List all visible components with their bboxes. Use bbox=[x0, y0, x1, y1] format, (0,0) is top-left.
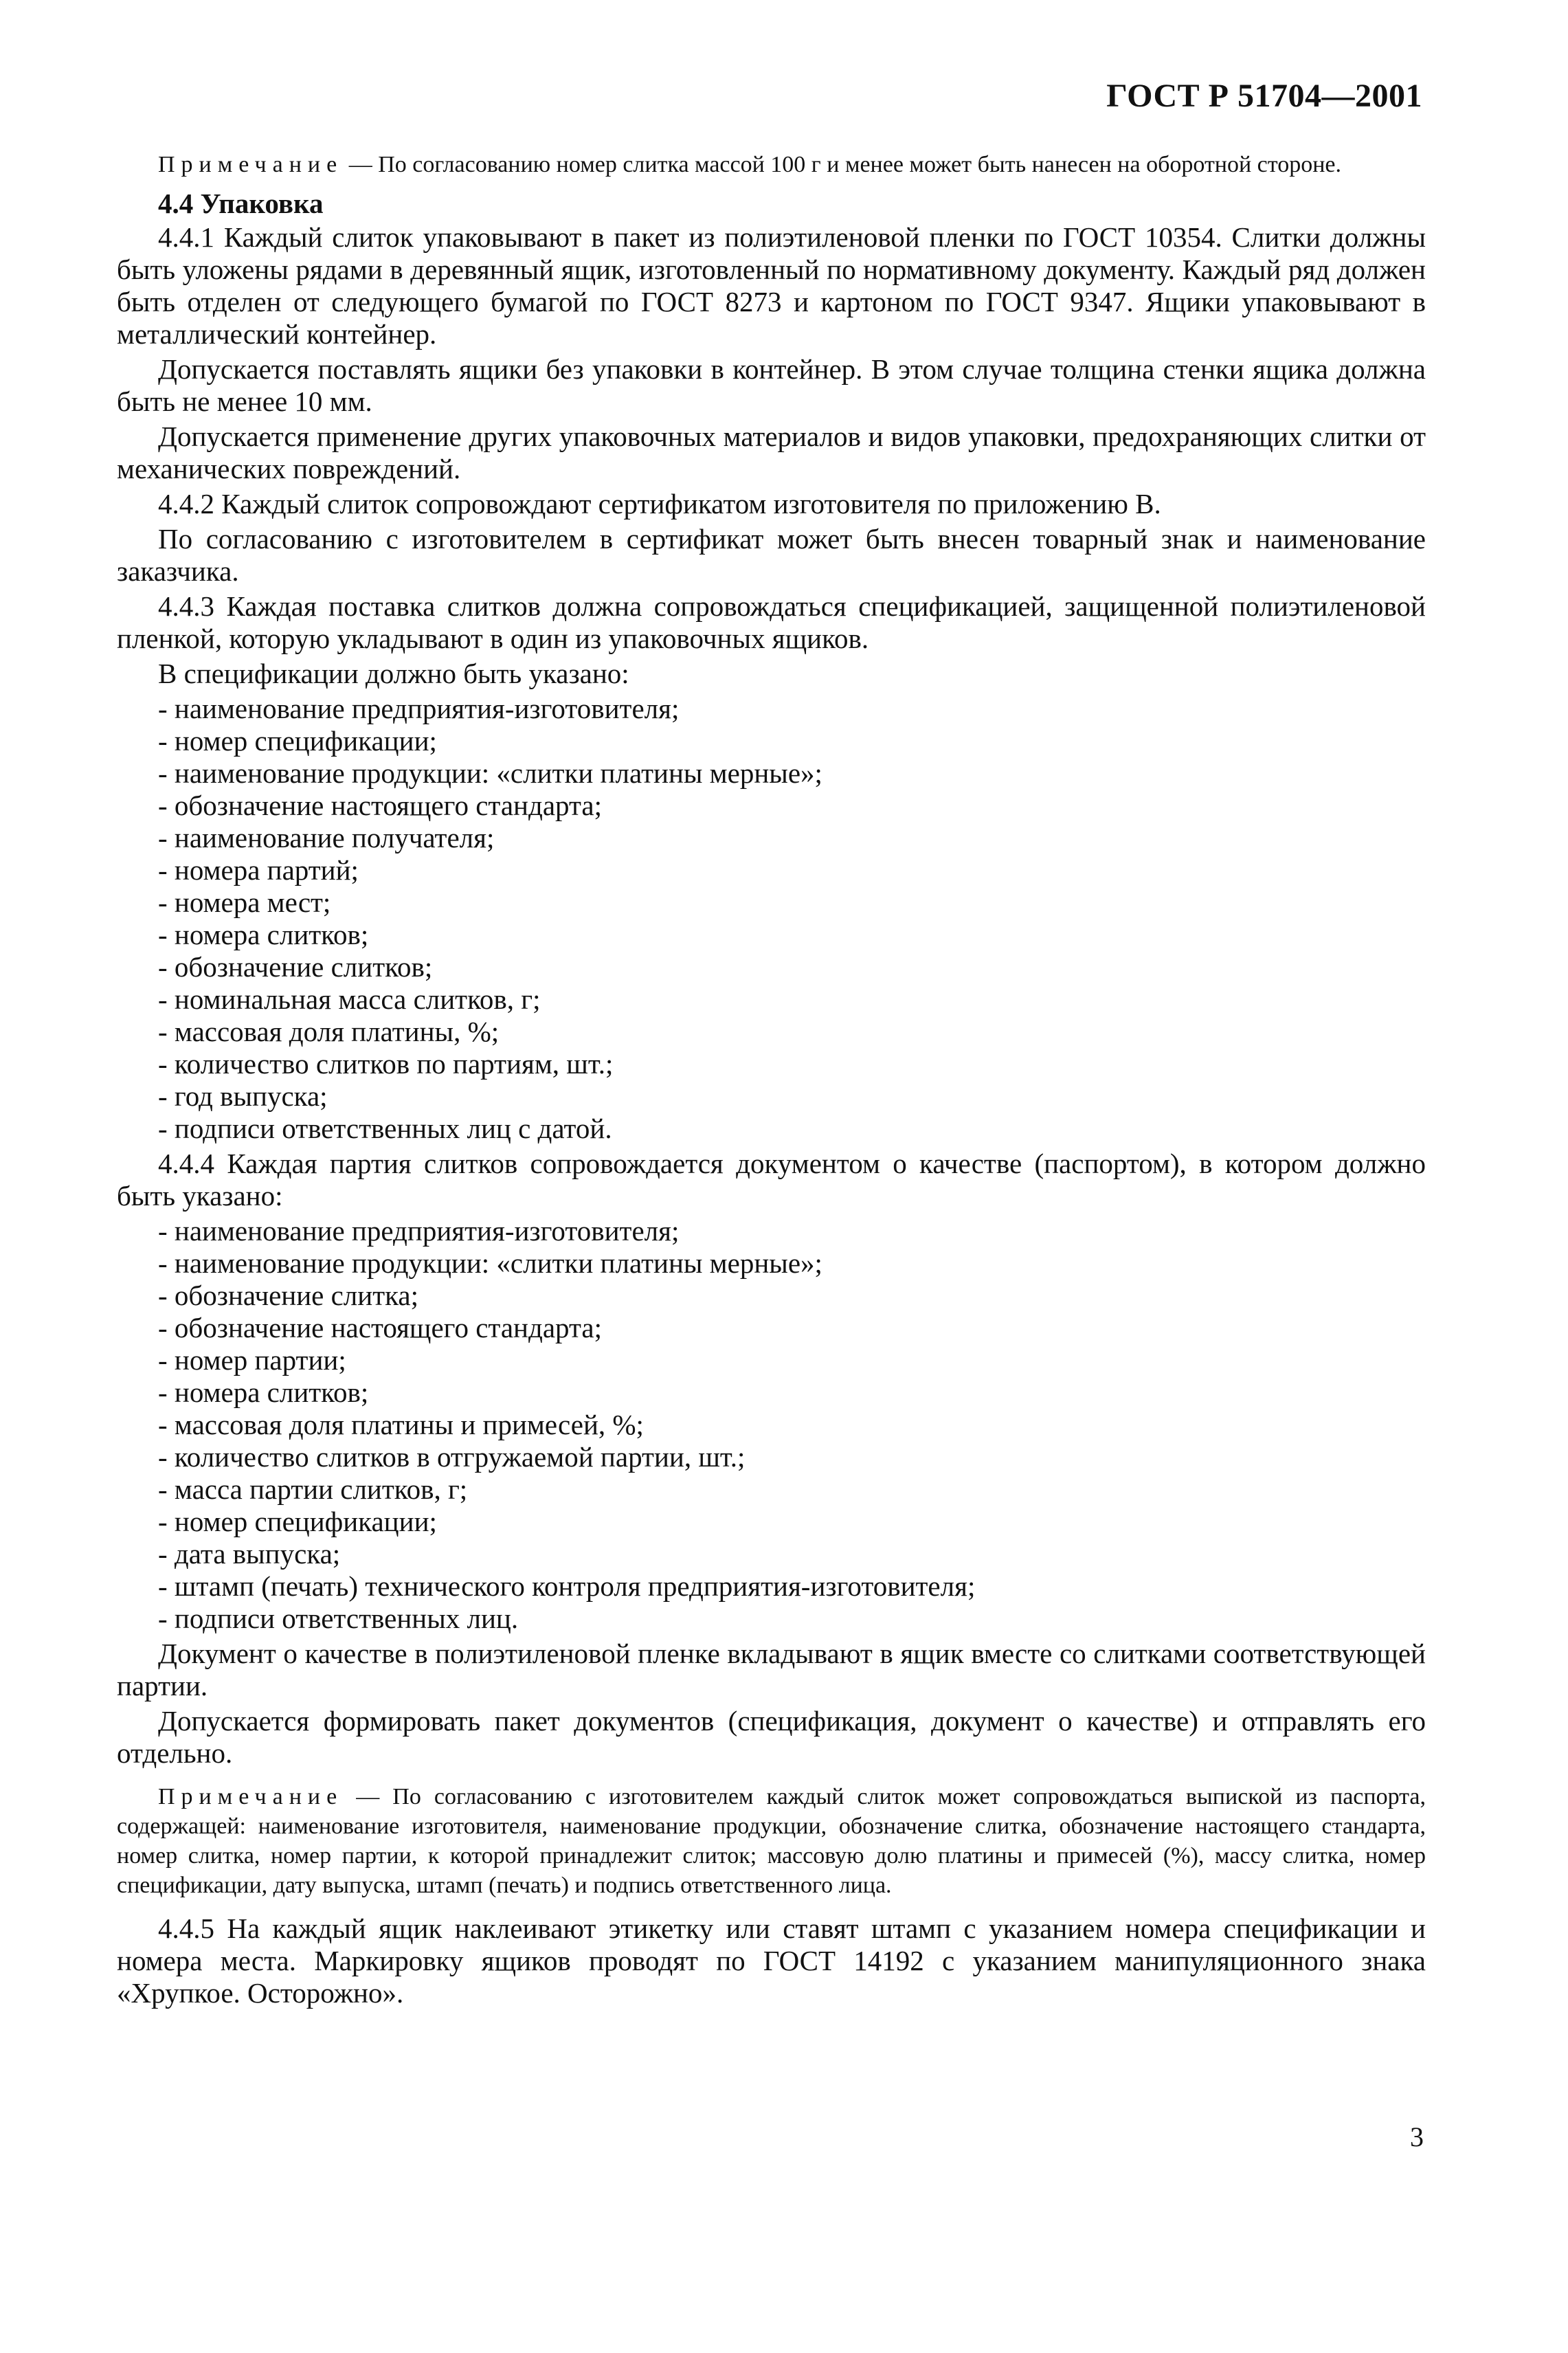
list-item: - штамп (печать) технического контроля предприятия-изготовителя; bbox=[158, 1570, 1426, 1603]
note-2-text: — По согласованию с изготовителем каждый слиток может сопровождаться выпиской из паспорта, содержащей: наименование изготовителя, наименование продукции, обозначение слитка, обозначение настоящего стандарта, номер слитка, номер партии, к которой принадлежит слиток; массовую долю платины и примесей (%), массу слитка, номер спецификации, дату выпуска, штамп (печать) и подпись ответственного лица. bbox=[117, 1784, 1426, 1898]
note-1 bbox=[117, 150, 1426, 179]
list-item: - год выпуска; bbox=[158, 1080, 1426, 1113]
list-item: - массовая доля платины, %; bbox=[158, 1016, 1426, 1048]
list-item: - номера слитков; bbox=[158, 1376, 1426, 1409]
list-item: - номер спецификации; bbox=[158, 1506, 1426, 1538]
paragraph-4-4-1: 4.4.1 Каждый слиток упаковывают в пакет из полиэтиленовой пленки по ГОСТ 10354. Слитки должны быть уложены рядами в деревянный ящик, изготовленный по нормативному документу. Каждый ряд должен быть отделен от следующего бумагой по ГОСТ 8273 и картоном по ГОСТ 9347. Ящики упаковывают в металлический контейнер. bbox=[117, 221, 1426, 350]
paragraph-4-4-3-b: В спецификации должно быть указано: bbox=[158, 658, 629, 689]
list-item: - номинальная масса слитков, г; bbox=[158, 983, 1426, 1016]
list-item: - дата выпуска; bbox=[158, 1538, 1426, 1570]
list-item: - подписи ответственных лиц. bbox=[158, 1603, 1426, 1635]
page-number: 3 bbox=[1410, 2121, 1424, 2152]
paragraph-4-4-2: 4.4.2 Каждый слиток сопровождают сертификатом изготовителя по приложению В. bbox=[158, 488, 1161, 520]
paragraph-4-4-3: 4.4.3 Каждая поставка слитков должна сопровождаться спецификацией, защищенной полиэтиленовой пленкой, которую укладывают в один из упаковочных ящиков. bbox=[117, 590, 1426, 654]
list-item: - массовая доля платины и примесей, %; bbox=[158, 1409, 1426, 1441]
list-item: - номера партий; bbox=[158, 854, 1426, 886]
paragraph-4-4-4: 4.4.4 Каждая партия слитков сопровождается документом о качестве (паспортом), в котором должно быть указано: bbox=[117, 1148, 1426, 1212]
list-item: - номера слитков; bbox=[158, 919, 1426, 951]
spacer bbox=[117, 1903, 1426, 1912]
list-item: - номер спецификации; bbox=[158, 725, 1426, 757]
list-item: - наименование продукции: «слитки платины мерные»; bbox=[158, 1247, 1426, 1280]
paragraph-4-4-1-b: Допускается поставлять ящики без упаковки в контейнер. В этом случае толщина стенки ящика должна быть не менее 10 мм. bbox=[117, 353, 1426, 417]
section-title: 4.4 Упаковка bbox=[158, 188, 324, 219]
list-item: - наименование предприятия-изготовителя; bbox=[158, 1215, 1426, 1247]
list-item: - обозначение настоящего стандарта; bbox=[158, 1312, 1426, 1344]
list-item: - номер партии; bbox=[158, 1344, 1426, 1376]
specification-list bbox=[117, 693, 1426, 1145]
list-item: - обозначение слитков; bbox=[158, 951, 1426, 983]
list-item: - обозначение настоящего стандарта; bbox=[158, 790, 1426, 822]
list-item: - наименование предприятия-изготовителя; bbox=[158, 693, 1426, 725]
list-item: - наименование получателя; bbox=[158, 822, 1426, 854]
list-item: - номера мест; bbox=[158, 886, 1426, 919]
paragraph-4-4-4-b: Документ о качестве в полиэтиленовой пленке вкладывают в ящик вместе со слитками соответствующей партии. bbox=[117, 1638, 1426, 1702]
quality-document-list bbox=[117, 1215, 1426, 1635]
list-item: - наименование продукции: «слитки платины мерные»; bbox=[158, 757, 1426, 790]
note-2 bbox=[117, 1782, 1426, 1900]
list-item: - подписи ответственных лиц с датой. bbox=[158, 1113, 1426, 1145]
list-item: - обозначение слитка; bbox=[158, 1280, 1426, 1312]
page-content bbox=[117, 150, 1426, 2012]
note-2-label: Примечание bbox=[158, 1784, 344, 1809]
list-item: - масса партии слитков, г; bbox=[158, 1473, 1426, 1506]
paragraph-4-4-1-c: Допускается применение других упаковочных материалов и видов упаковки, предохраняющих слитки от механических повреждений. bbox=[117, 421, 1426, 484]
paragraph-4-4-5: 4.4.5 На каждый ящик наклеивают этикетку или ставят штамп с указанием номера спецификации и номера места. Маркировку ящиков проводят по ГОСТ 14192 с указанием манипуляционного знака «Хрупкое. Осторожно». bbox=[117, 1912, 1426, 2009]
paragraph-4-4-4-c: Допускается формировать пакет документов (спецификация, документ о качестве) и отправлять его отдельно. bbox=[117, 1705, 1426, 1769]
document-header: ГОСТ Р 51704—2001 bbox=[1106, 78, 1422, 114]
note-1-text: — По согласованию номер слитка массой 100 г и менее может быть нанесен на оборотной стороне. bbox=[343, 152, 1341, 177]
paragraph-4-4-2-b: По согласованию с изготовителем в сертификат может быть внесен товарный знак и наименование заказчика. bbox=[117, 523, 1426, 587]
spacer bbox=[117, 1772, 1426, 1782]
list-item: - количество слитков по партиям, шт.; bbox=[158, 1048, 1426, 1080]
note-1-label: Примечание bbox=[158, 152, 344, 177]
list-item: - количество слитков в отгружаемой партии, шт.; bbox=[158, 1441, 1426, 1473]
